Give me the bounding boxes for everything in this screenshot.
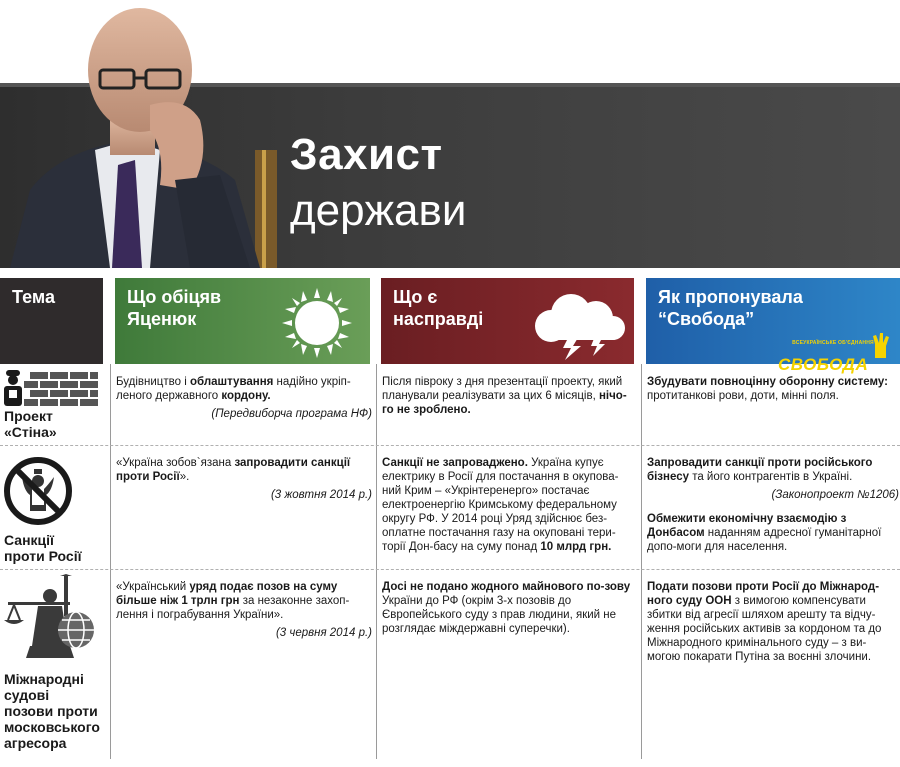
column-header-promise-label: Що обіцяв Яценюк [127, 287, 222, 329]
cell-promise-lawsuits [116, 580, 372, 640]
row-divider [0, 569, 900, 570]
cell-svoboda-wall [647, 375, 899, 403]
text: наданням адресної гуманітарної допо-моги для населення. [647, 527, 882, 553]
svoboda-logo [778, 332, 888, 374]
text: та його контрагентів в Україні. [689, 471, 853, 483]
source-note: (Законопроект №1206) [771, 489, 899, 501]
svoboda-logo-caption: ВСЕУКРАЇНСЬКЕ ОБ'ЄДНАННЯ [792, 340, 874, 346]
column-header-svoboda [646, 278, 900, 374]
column-header-promise [115, 278, 370, 364]
column-header-svoboda-label: Як пропонувала “Свобода” [658, 287, 803, 329]
text: з вимогою компенсувати збитки від агресії шляхом арешту та відчу-ження російських активів за кордоном та до Міжнародного кримінального суду – з ви-могою покарати Путіна за воєнні злочини. [647, 595, 882, 663]
cell-reality-sanctions [382, 456, 636, 554]
cell-reality-lawsuits [382, 580, 636, 636]
source-note: (3 жовтня 2014 р.) [270, 489, 372, 501]
wall-builder-icon [2, 368, 98, 406]
no-russia-sanctions-icon [2, 455, 74, 527]
text-bold: кордону. [221, 390, 271, 402]
column-divider [376, 364, 377, 759]
column-header-reality [381, 278, 634, 364]
row-topic-sanctions: Санкції проти Росії [4, 532, 82, 564]
column-divider [110, 364, 111, 759]
cell-svoboda-lawsuits [647, 580, 899, 664]
page-subtitle: держави [290, 186, 467, 235]
column-divider [641, 364, 642, 759]
row-divider [0, 445, 900, 446]
text-bold: Запровадити санкції проти російського бізнесу [647, 457, 873, 483]
cell-reality-wall [382, 375, 636, 417]
text: Україна купує електрику в Росії для постачання в окупова-ний Крим – «Укрінтеренерго» постачає електроенергію Кримському федеральному округу РФ. У 2014 році Уряд здійснює без-оплатне постачання газу на окуповані тери-торії Дон-басу на суму понад [382, 457, 619, 553]
text-bold: Збудувати повноцінну оборонну систему: [647, 376, 888, 388]
justice-scales-icon [2, 574, 98, 666]
cell-svoboda-sanctions [647, 456, 899, 554]
row-topic-lawsuits: Міжнародні судові позови проти московського агресора [4, 671, 100, 751]
text: ». [179, 471, 190, 483]
text: Будівництво і [116, 376, 190, 388]
column-header-topic [0, 278, 103, 364]
text-bold: Подати позови проти Росії до Міжнарод-ного суду ООН [647, 581, 880, 607]
cell-promise-sanctions [116, 456, 372, 502]
source-note: (Передвиборча програма НФ) [211, 408, 372, 420]
cell-promise-wall [116, 375, 372, 421]
text-bold: Обмежити економічну взаємодію з Донбасом [647, 513, 847, 539]
text: України до РФ (окрім 3-х позовів до Європейського суду з прав людини, який не розглядає міждержавні суперечки). [382, 595, 617, 635]
svoboda-hand-icon [872, 332, 890, 358]
text: Після півроку з дня презентації проекту, який планували реалізувати за цих 6 місяців, [382, 376, 623, 402]
text: «Український [116, 581, 190, 593]
text-bold: облаштування [190, 376, 274, 388]
svoboda-logo-text: СВОБОДА [778, 355, 869, 374]
source-note: (3 червня 2014 р.) [275, 627, 372, 639]
text-bold: Досі не подано жодного майнового по-зову [382, 581, 631, 593]
text-bold: уряд подає позов на суму більше ніж 1 трлн грн [116, 581, 338, 607]
text: «Україна зобов`язана [116, 457, 235, 469]
text-bold: Санкції не запроваджено. [382, 457, 528, 469]
column-header-topic-label: Тема [12, 287, 55, 307]
row-topic-wall: Проект «Стіна» [4, 408, 57, 440]
text-bold: нічо-го не зроблено. [382, 390, 627, 416]
text: за незаконне захоп-лення і пограбування України». [116, 595, 350, 621]
column-header-reality-label: Що є насправді [393, 287, 484, 329]
page-title: Захист [290, 130, 443, 179]
text: надійно укріп-леного державного [116, 376, 351, 402]
text-bold: 10 млрд грн. [540, 541, 612, 553]
text-bold: запровадити санкції проти Росії [116, 457, 351, 483]
text: протитанкові рови, доти, мінні поля. [647, 390, 839, 402]
portrait-photo [0, 0, 285, 268]
